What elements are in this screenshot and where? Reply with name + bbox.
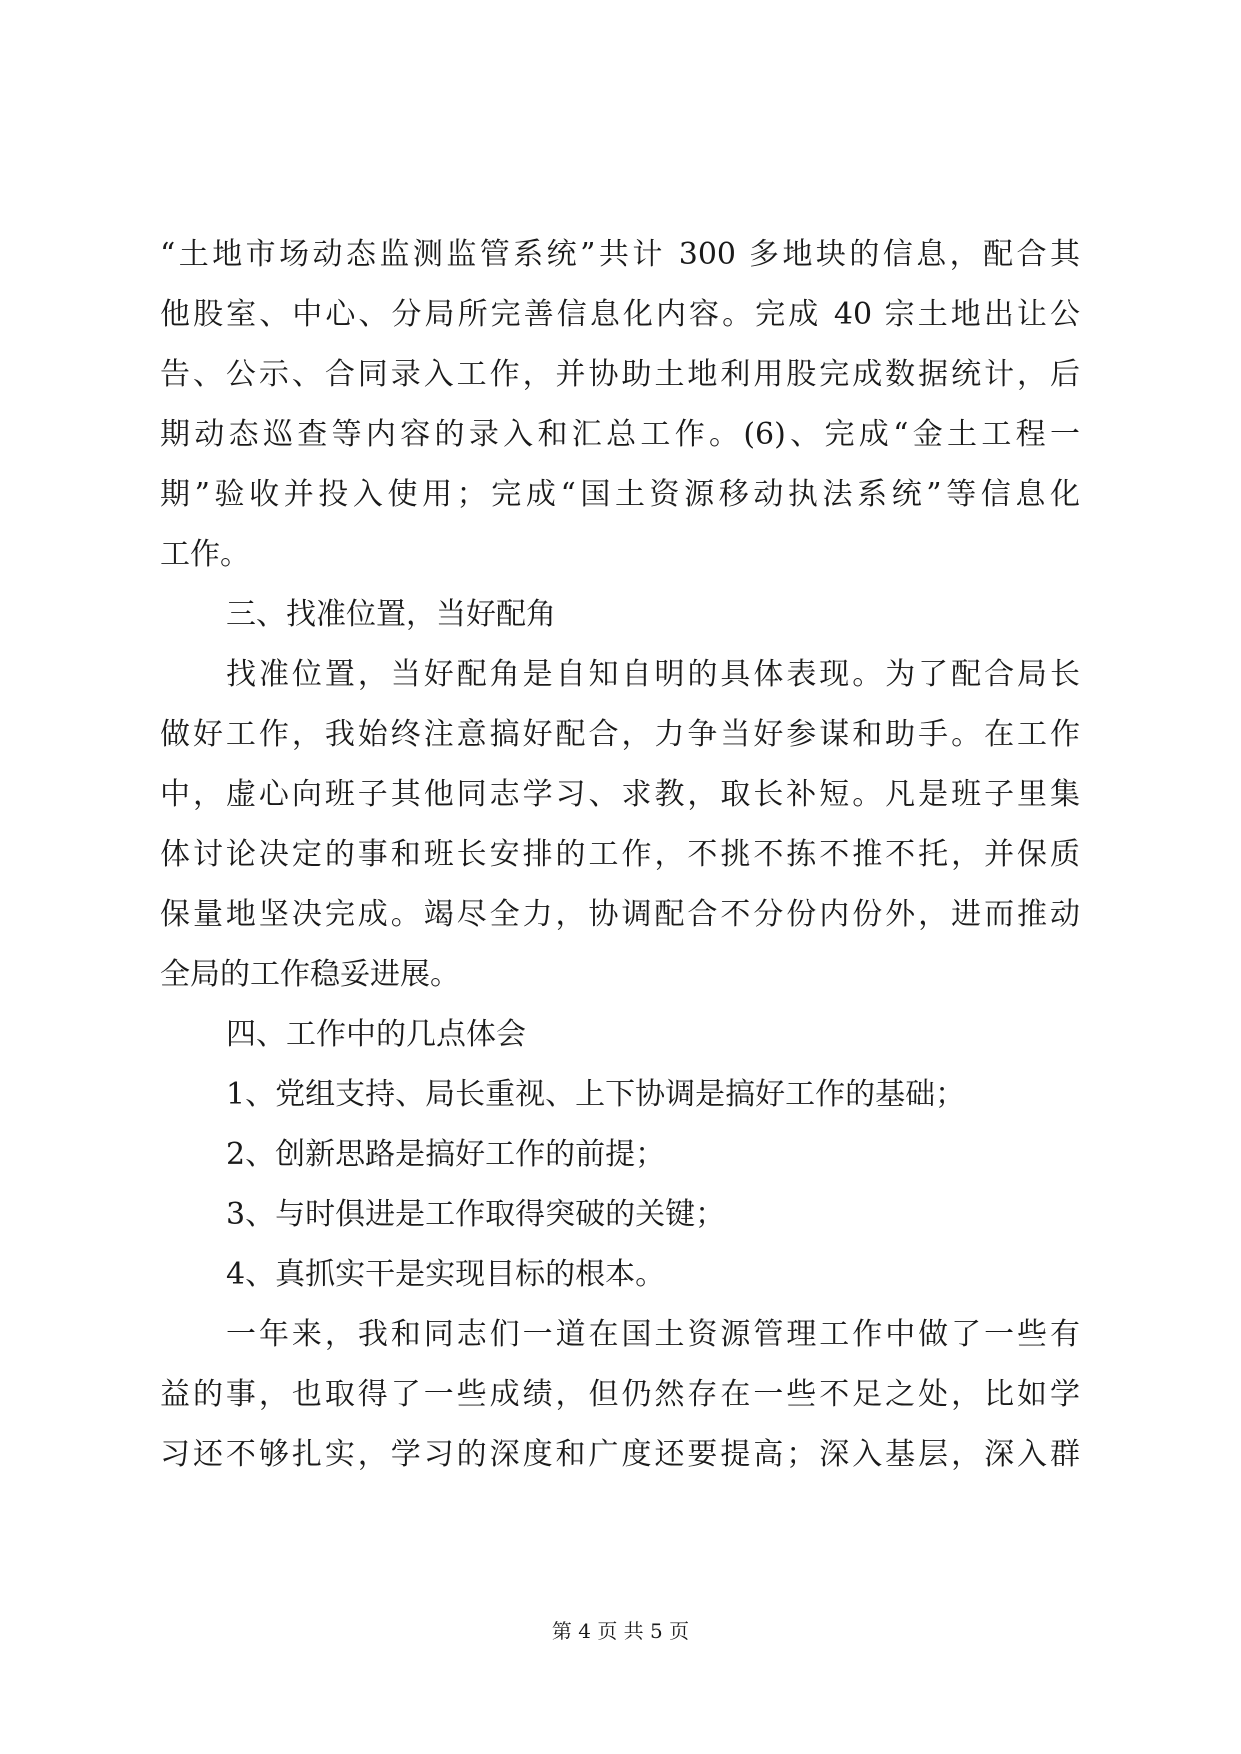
text-line: 1、党组支持、局长重视、上下协调是搞好工作的基础； — [226, 1077, 966, 1112]
text-line: 四、工作中的几点体会 — [226, 1017, 526, 1052]
text-line: 三、找准位置，当好配角 — [226, 597, 556, 632]
text-line: 全局的工作稳妥进展。 — [160, 957, 460, 992]
text-line: 期”验收并投入使用；完成“国土资源移动执法系统”等信息化 — [160, 477, 1080, 512]
text-line: 益的事，也取得了一些成绩，但仍然存在一些不足之处，比如学 — [160, 1377, 1080, 1412]
text-line: “土地市场动态监测监管系统”共计 300 多地块的信息，配合其 — [160, 237, 1080, 272]
text-line: 习还不够扎实，学习的深度和广度还要提高；深入基层，深入群 — [160, 1437, 1080, 1472]
text-line: 体讨论决定的事和班长安排的工作，不挑不拣不推不托，并保质 — [160, 837, 1080, 872]
text-line: 期动态巡查等内容的录入和汇总工作。(6)、完成“金土工程一 — [160, 417, 1080, 452]
text-line: 他股室、中心、分局所完善信息化内容。完成 40 宗土地出让公 — [160, 297, 1080, 332]
text-line: 中，虚心向班子其他同志学习、求教，取长补短。凡是班子里集 — [160, 777, 1080, 812]
text-line: 一年来，我和同志们一道在国土资源管理工作中做了一些有 — [226, 1317, 1080, 1352]
text-line: 保量地坚决完成。竭尽全力，协调配合不分份内份外，进而推动 — [160, 897, 1080, 932]
text-line: 找准位置，当好配角是自知自明的具体表现。为了配合局长 — [226, 657, 1080, 692]
text-line: 告、公示、合同录入工作，并协助土地利用股完成数据统计，后 — [160, 357, 1080, 392]
text-line: 工作。 — [160, 537, 250, 572]
document-body — [160, 225, 1080, 1485]
text-line: 2、创新思路是搞好工作的前提； — [226, 1137, 666, 1172]
text-line: 做好工作，我始终注意搞好配合，力争当好参谋和助手。在工作 — [160, 717, 1080, 752]
text-line: 4、真抓实干是实现目标的根本。 — [226, 1257, 666, 1292]
text-line: 3、与时俱进是工作取得突破的关键； — [226, 1197, 726, 1232]
page-footer: 第 4 页 共 5 页 — [551, 1619, 690, 1643]
